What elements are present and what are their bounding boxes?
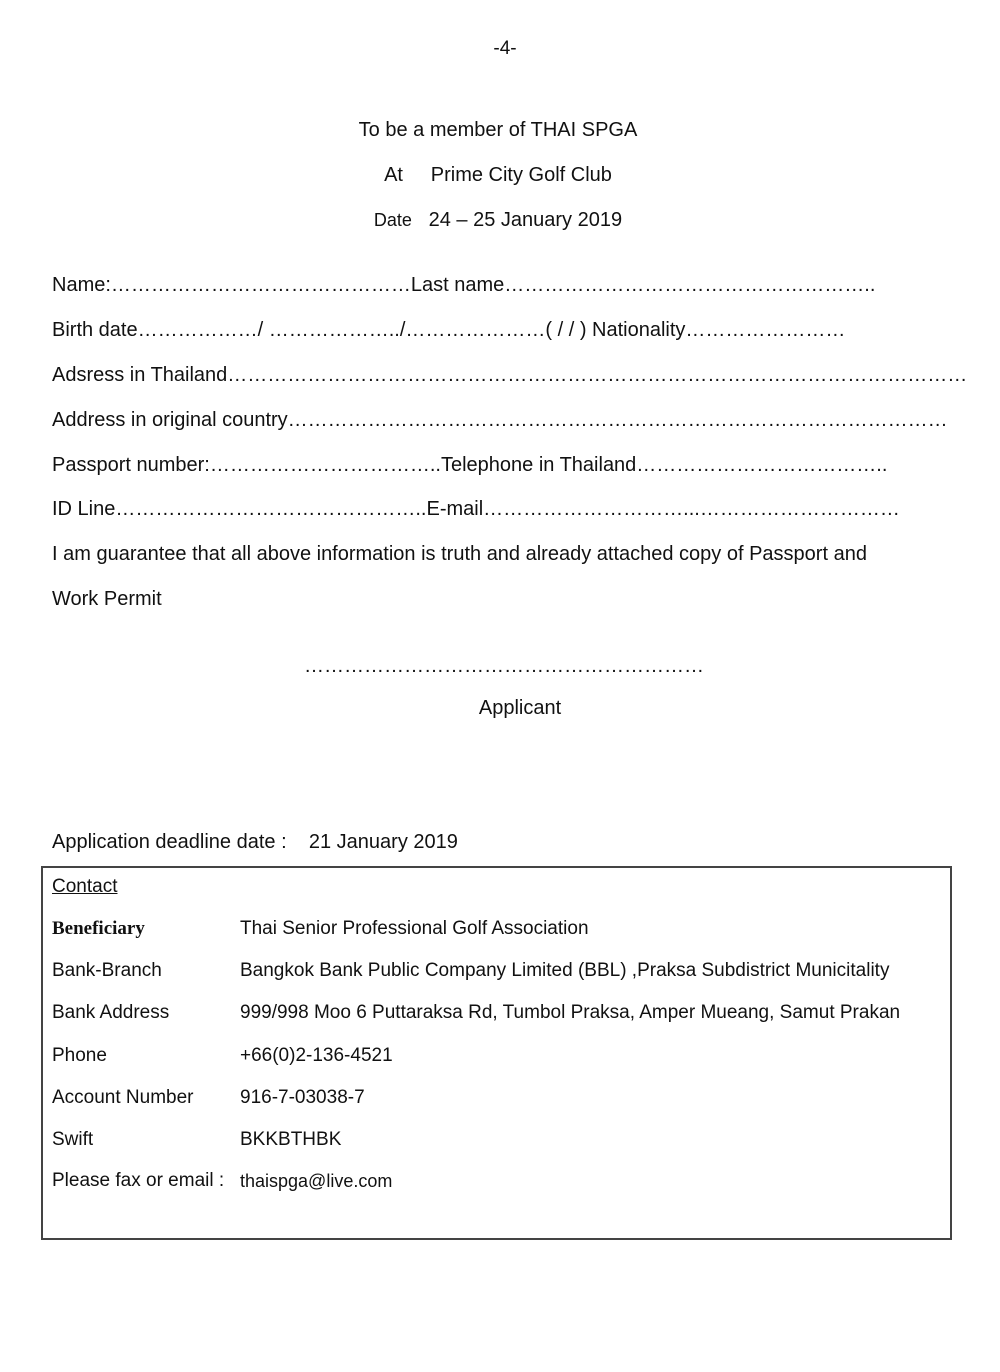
swift-label: Swift bbox=[52, 1129, 94, 1150]
account-number-value: 916-7-03038-7 bbox=[240, 1087, 365, 1108]
account-number-label: Account Number bbox=[52, 1087, 194, 1108]
event-date-line bbox=[0, 209, 996, 232]
birth-date-field-row[interactable]: Birth date………………/ ………………../…………………( / / ) Nationality…………………… bbox=[52, 319, 846, 341]
bank-branch-label: Bank-Branch bbox=[52, 960, 162, 981]
fax-email-label: Please fax or email : bbox=[52, 1170, 225, 1191]
bank-address-value: 999/998 Moo 6 Puttaraksa Rd, Tumbol Praksa, Amper Mueang, Samut Prakan bbox=[240, 1002, 901, 1023]
event-date-value: 24 – 25 January 2019 bbox=[428, 209, 623, 231]
signature-line[interactable]: …………………………………………………… bbox=[304, 655, 704, 677]
beneficiary-label: Beneficiary bbox=[52, 918, 145, 939]
application-deadline bbox=[52, 831, 458, 854]
deadline-value: 21 January 2019 bbox=[308, 831, 458, 853]
guarantee-statement-line-2: Work Permit bbox=[52, 588, 162, 610]
name-field-row[interactable]: Name:………………………………………Last name……………………………………………….. bbox=[52, 274, 876, 296]
contact-title: Contact bbox=[52, 876, 118, 897]
venue-line bbox=[0, 164, 996, 187]
swift-value: BKKBTHBK bbox=[240, 1129, 342, 1150]
guarantee-statement-line-1: I am guarantee that all above information is truth and already attached copy of Passport and bbox=[52, 543, 867, 565]
event-date-label: Date bbox=[373, 210, 412, 230]
venue-name: Prime City Golf Club bbox=[430, 164, 612, 186]
address-original-field-row[interactable]: Address in original country……………………………………………………………………………………… bbox=[52, 409, 948, 431]
venue-at-label: At bbox=[384, 164, 403, 186]
beneficiary-value: Thai Senior Professional Golf Association bbox=[240, 918, 589, 939]
bank-branch-value: Bangkok Bank Public Company Limited (BBL) ,Praksa Subdistrict Municitality bbox=[240, 960, 890, 981]
bank-address-label: Bank Address bbox=[52, 1002, 170, 1023]
document-title: To be a member of THAI SPGA bbox=[358, 119, 638, 141]
passport-telephone-field-row[interactable]: Passport number:……………………………..Telephone in Thailand……………………………….. bbox=[52, 454, 888, 476]
phone-label: Phone bbox=[52, 1045, 107, 1066]
page-number: -4- bbox=[493, 38, 517, 59]
applicant-label: Applicant bbox=[478, 697, 562, 719]
deadline-label: Application deadline date : bbox=[52, 831, 287, 853]
phone-value: +66(0)2-136-4521 bbox=[240, 1045, 393, 1066]
contact-email-link[interactable]: thaispga@live.com bbox=[240, 1171, 393, 1191]
address-thailand-field-row[interactable]: Adsress in Thailand………………………………………………………………………………………………… bbox=[52, 364, 968, 386]
id-line-email-field-row[interactable]: ID Line………………………………………..E-mail…………………………...………………………… bbox=[52, 498, 900, 520]
